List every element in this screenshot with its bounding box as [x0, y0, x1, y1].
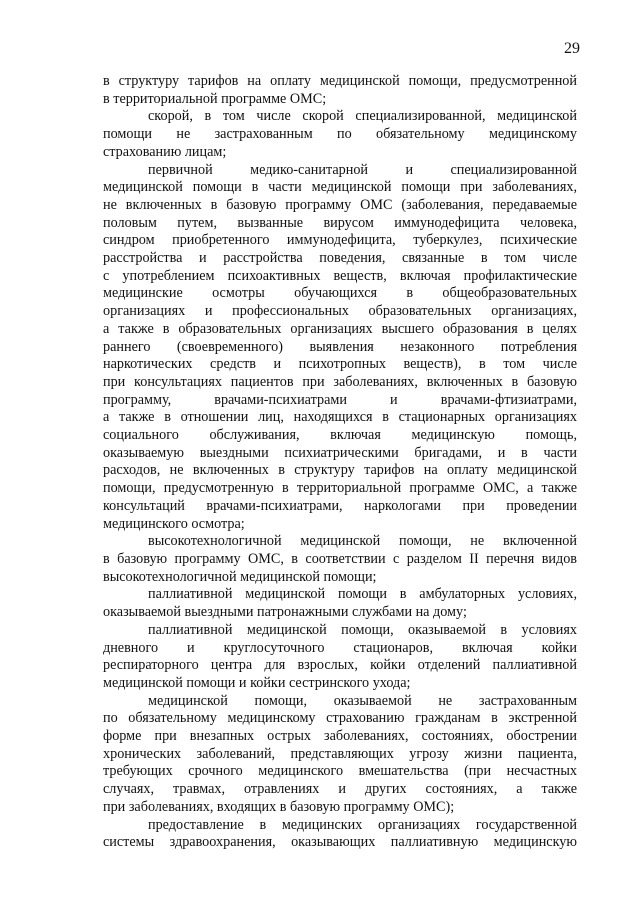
- text-line: случаях, травмах, отравлениях и других состояниях, а также: [103, 781, 577, 798]
- text-line: а также в образовательных организациях высшего образования в целях: [103, 320, 577, 337]
- text-line: высокотехнологичной медицинской помощи;: [103, 568, 377, 585]
- text-line: высокотехнологичной медицинской помощи, не включенной: [148, 533, 577, 550]
- text-line: по обязательному медицинскому страхованию гражданам в экстренной: [103, 710, 577, 727]
- text-line: с употреблением психоактивных веществ, включая профилактические: [103, 267, 577, 284]
- text-line: при заболеваниях, входящих в базовую программу ОМС);: [103, 798, 455, 815]
- paragraph: [103, 73, 577, 108]
- text-line: предоставление в медицинских организациях государственной: [148, 816, 577, 833]
- text-line: первичной медико-санитарной и специализированной: [148, 161, 577, 178]
- text-line: раннего (своевременного) выявления незаконного потребления: [103, 338, 577, 355]
- text-line: медицинской помощи, оказываемой не застрахованным: [148, 692, 577, 709]
- text-line: при консультациях пациентов при заболеваниях, включенных в базовую: [103, 373, 577, 390]
- text-line: синдром приобретенного иммунодефицита, туберкулез, психические: [103, 232, 577, 249]
- text-line: скорой, в том числе скорой специализированной, медицинской: [148, 108, 577, 125]
- text-line: дневного и круглосуточного стационаров, включая койки: [103, 639, 577, 656]
- text-line: паллиативной медицинской помощи, оказываемой в условиях: [148, 621, 577, 638]
- text-line: медицинской помощи и койки сестринского ухода;: [103, 674, 411, 691]
- text-line: помощи не застрахованным по обязательному медицинскому: [103, 126, 577, 143]
- text-line: медицинские осмотры обучающихся в общеобразовательных: [103, 285, 577, 302]
- text-line: расстройства и расстройства поведения, связанные в том числе: [103, 250, 577, 267]
- text-line: наркотических средств и психотропных веществ), в том числе: [103, 356, 577, 373]
- text-line: требующих срочного медицинского вмешательства (при несчастных: [103, 763, 577, 780]
- text-line: оказываемой выездными патронажными службами на дому;: [103, 604, 467, 621]
- text-line: респираторного центра для взрослых, койки отделений паллиативной: [103, 657, 577, 674]
- text-line: консультаций врачами-психиатрами, наркологами при проведении: [103, 497, 577, 514]
- text-line: организациях и профессиональных образовательных организациях,: [103, 303, 577, 320]
- text-line: медицинской помощи в части медицинской помощи при заболеваниях,: [103, 179, 577, 196]
- paragraph: [103, 693, 577, 817]
- text-line: в территориальной программе ОМС;: [103, 90, 327, 107]
- paragraph: [103, 162, 577, 534]
- paragraph: [103, 622, 577, 693]
- page-number: 29: [564, 40, 580, 57]
- text-line: оказываемую выездными психиатрическими бригадами, и в части: [103, 444, 577, 461]
- text-line: расходов, не включенных в структуру тарифов на оплату медицинской: [103, 462, 577, 479]
- text-line: хронических заболеваний, представляющих угрозу жизни пациента,: [103, 745, 577, 762]
- text-line: половым путем, вызванные вирусом иммунодефицита человека,: [103, 214, 577, 231]
- text-line: в структуру тарифов на оплату медицинской помощи, предусмотренной: [103, 73, 577, 89]
- paragraph: [103, 817, 577, 852]
- paragraph: [103, 586, 577, 621]
- text-line: не включенных в базовую программу ОМС (заболевания, передаваемые: [103, 196, 577, 213]
- paragraph: [103, 533, 577, 586]
- text-line: а также в отношении лиц, находящихся в стационарных организациях: [103, 409, 577, 426]
- text-line: паллиативной медицинской помощи в амбулаторных условиях,: [148, 586, 577, 603]
- document-body: [103, 73, 577, 852]
- text-line: страхованию лицам;: [103, 143, 227, 160]
- text-line: программу, врачами-психиатрами и врачами-фтизиатрами,: [103, 391, 577, 408]
- paragraph: [103, 108, 577, 161]
- text-line: форме при внезапных острых заболеваниях, состояниях, обострении: [103, 728, 577, 745]
- text-line: социального обслуживания, включая медицинскую помощь,: [103, 427, 577, 444]
- text-line: системы здравоохранения, оказывающих паллиативную медицинскую: [103, 834, 577, 851]
- text-line: медицинского осмотра;: [103, 515, 245, 532]
- text-line: в базовую программу ОМС, в соответствии с разделом II перечня видов: [103, 550, 577, 567]
- text-line: помощи, предусмотренную в территориальной программе ОМС, а также: [103, 480, 577, 497]
